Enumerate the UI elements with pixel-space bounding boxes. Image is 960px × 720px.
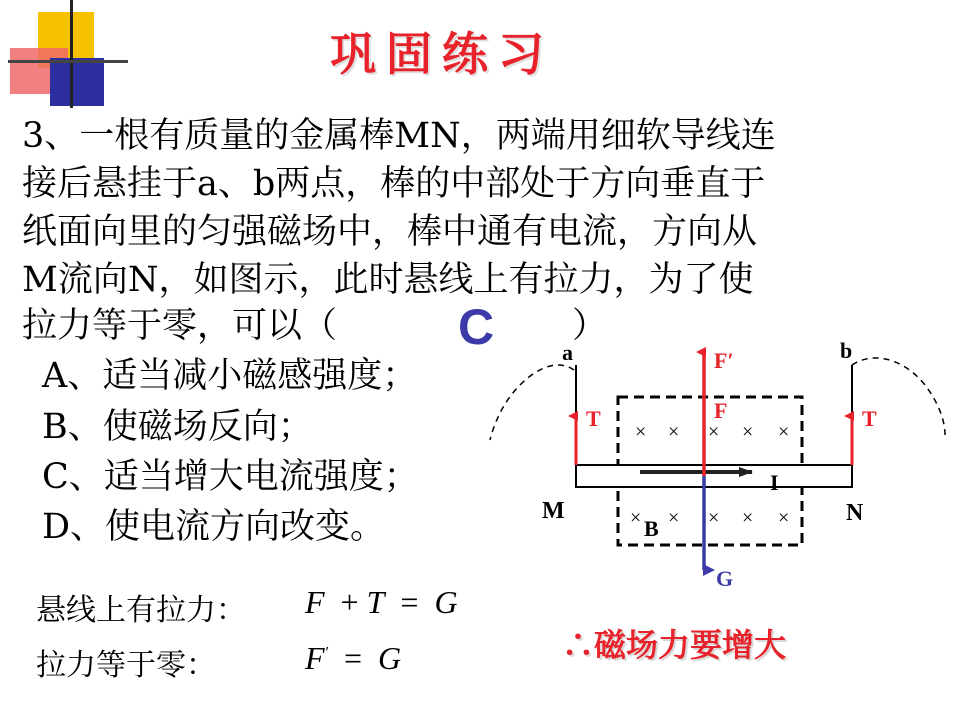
field-mark: × [708, 507, 720, 529]
label-T-left: T [586, 406, 601, 431]
corner-decoration [0, 0, 130, 120]
label-T-right: T [862, 406, 877, 431]
field-mark: × [668, 421, 680, 443]
force-diagram [480, 330, 960, 600]
question-line-1: 3、一根有质量的金属棒MN，两端用细软导线连 [22, 116, 776, 156]
label-b: b [840, 338, 853, 363]
equation-1: F + T = G [305, 584, 458, 620]
label-G: G [716, 566, 734, 591]
question-bracket-close: ） [572, 306, 608, 346]
label-M: M [542, 498, 565, 524]
field-mark: × [742, 507, 754, 529]
answer-letter: C [458, 299, 495, 355]
field-mark: × [668, 507, 680, 529]
wire-arc-left [490, 365, 574, 440]
question-line-3: 纸面向里的匀强磁场中，棒中通有电流，方向从 [22, 212, 758, 252]
equation-label-1: 悬线上有拉力： [36, 593, 246, 628]
metal-rod [576, 465, 852, 487]
question-line-4: M流向N，如图示，此时悬线上有拉力，为了使 [22, 260, 754, 300]
label-B: B [644, 516, 659, 541]
option-d: D、使电流方向改变。 [42, 507, 386, 547]
label-Fprime: F′ [714, 348, 734, 373]
label-N: N [846, 500, 864, 526]
conclusion-text: ∴磁场力要增大 [562, 626, 787, 664]
page-title: 巩固练习 [330, 27, 554, 81]
label-F: F [714, 398, 728, 423]
option-c: C、适当增大电流强度； [42, 457, 419, 497]
option-a: A、适当减小磁感强度； [42, 356, 418, 396]
field-mark: × [778, 421, 790, 443]
question-line-2: 接后悬挂于a、b两点，棒的中部处于方向垂直于 [22, 164, 766, 204]
question-line-5: 拉力等于零，可以（ [22, 306, 338, 346]
field-mark: × [630, 507, 642, 529]
field-mark: × [742, 421, 754, 443]
label-a: a [562, 340, 573, 365]
equation-2: F' = G [305, 640, 402, 676]
equation-label-2: 拉力等于零： [36, 648, 216, 683]
field-mark: × [635, 421, 647, 443]
label-I: I [770, 470, 779, 495]
option-b: B、使磁场反向； [42, 407, 313, 447]
field-mark: × [708, 421, 720, 443]
field-mark: × [778, 507, 790, 529]
